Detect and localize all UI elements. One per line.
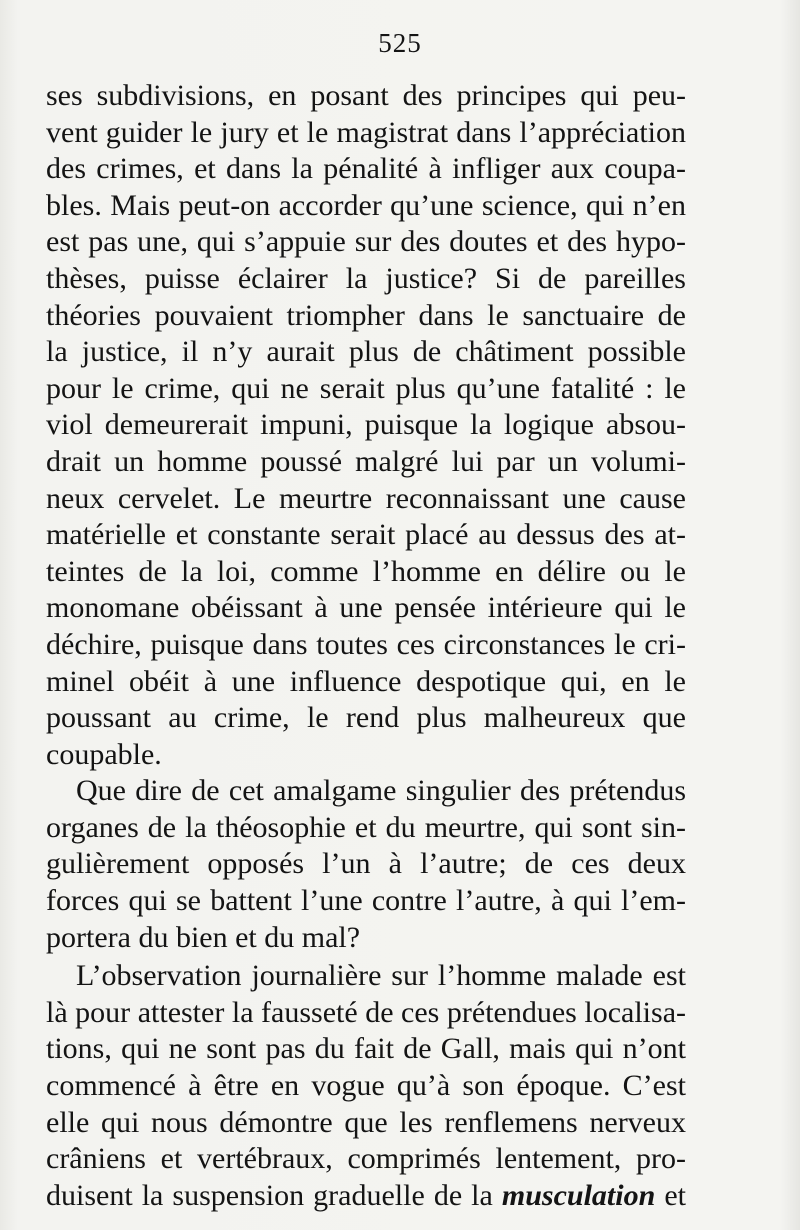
- text-line: gulièrement opposés l’un à l’autre; de ces deux: [46, 847, 686, 881]
- text-line: minel obéit à une influence despotique qui, en le: [46, 664, 686, 698]
- text-line: thèses, puisse éclairer la justice? Si de pareilles: [46, 261, 686, 295]
- text-line: est pas une, qui s’appuie sur des doutes et des hypo-: [46, 225, 686, 259]
- text-line-last: [46, 1178, 686, 1215]
- text-line: drait un homme poussé malgré lui par un volumi-: [46, 444, 686, 478]
- text-line: neux cervelet. Le meurtre reconnaissant une cause: [46, 481, 686, 515]
- text-line: déchire, puisque dans toutes ces circonstances le cri-: [46, 627, 686, 661]
- page-number: 525: [378, 28, 422, 58]
- text-line: coupable.: [46, 737, 162, 771]
- text-line: théories pouvaient triompher dans le sanctuaire de: [46, 298, 686, 332]
- text-line: tions, qui ne sont pas du fait de Gall, mais qui n’ont: [46, 1032, 686, 1066]
- text-line: elle qui nous démontre que les renflemens nerveux: [46, 1105, 686, 1139]
- text-line: viol demeurerait impuni, puisque la logique absou-: [46, 408, 686, 442]
- text-line: pour le crime, qui ne serait plus qu’une fatalité : le: [46, 371, 686, 405]
- text-line: des crimes, et dans la pénalité à infliger aux coupa-: [46, 152, 686, 186]
- text-line: L’observation journalière sur l’homme malade est: [76, 959, 686, 993]
- body-text: [46, 78, 686, 1214]
- text-line: là pour attester la fausseté de ces prétendues localisa-: [46, 995, 686, 1029]
- text-line: poussant au crime, le rend plus malheureux que: [46, 701, 686, 735]
- text-line: teintes de la loi, comme l’homme en délire ou le: [46, 554, 686, 588]
- text-line: organes de la théosophie et du meurtre, qui sont sin-: [46, 810, 686, 844]
- text-span: et: [655, 1178, 687, 1212]
- text-line: portera du bien et du mal?: [46, 920, 361, 954]
- text-line: matérielle et constante serait placé au dessus des at-: [46, 518, 686, 552]
- text-line: monomane obéissant à une pensée intérieure qui le: [46, 591, 686, 625]
- text-line: bles. Mais peut-on accorder qu’une science, qui n’en: [46, 188, 686, 222]
- text-line: crâniens et vertébraux, comprimés lentement, pro-: [46, 1142, 686, 1176]
- text-line: la justice, il n’y aurait plus de châtiment possible: [46, 335, 686, 369]
- text-line: forces qui se battent l’une contre l’autre, à qui l’em-: [46, 884, 686, 918]
- text-line: vent guider le jury et le magistrat dans l’appréciation: [46, 115, 686, 149]
- text-line: Que dire de cet amalgame singulier des prétendus: [76, 774, 686, 808]
- italic-word: musculation: [501, 1178, 656, 1212]
- text-span: duisent la suspension graduelle de la: [46, 1178, 502, 1212]
- text-line: commencé à être en vogue qu’à son époque. C’est: [46, 1069, 686, 1103]
- text-line: ses subdivisions, en posant des principes qui peu-: [46, 79, 686, 112]
